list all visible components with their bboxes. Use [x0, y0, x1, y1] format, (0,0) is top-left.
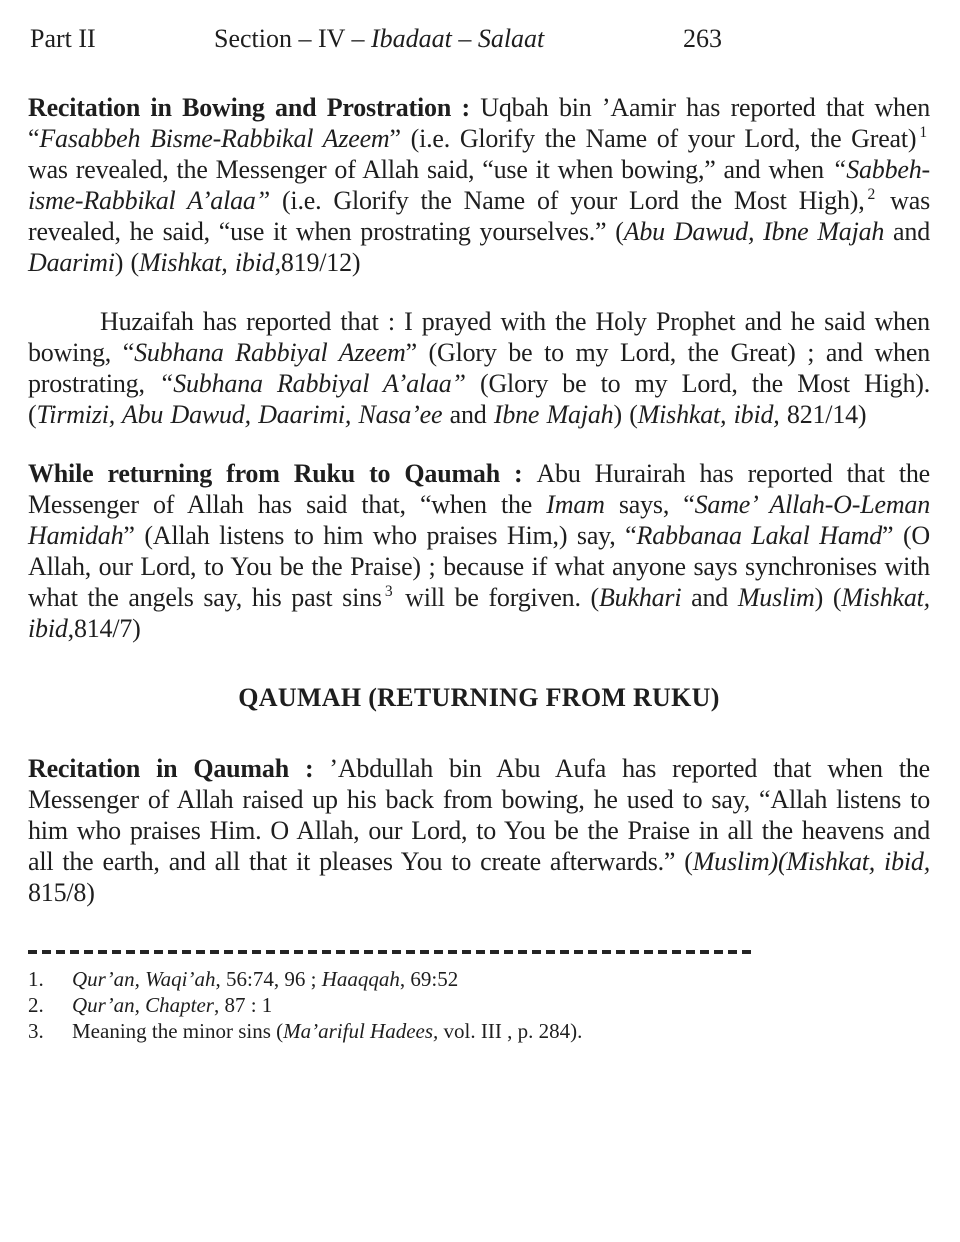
- footnotes-list: [28, 966, 930, 1044]
- footnote-text: Qur’an, Chapter, 87 : 1: [72, 993, 273, 1017]
- footnote-number: 2.: [28, 993, 44, 1017]
- paragraph-recitation-in-qaumah: Recitation in Qaumah : ’Abdullah bin Abu Aufa has reported that when the Messenger of Allah raised up his back from bowing, he used to say, “Allah listens to him who praises Him. O Allah, our Lord, to You be the Praise in all the heavens and all the earth, and all that it pleases You to create afterwards.” (Muslim)(Mishkat, ibid, 815/8): [28, 754, 930, 907]
- footnote-number: 3.: [28, 1019, 44, 1043]
- footnote-text: Qur’an, Waqi’ah, 56:74, 96 ; Haaqqah, 69:52: [72, 967, 459, 991]
- footnote-item: [28, 966, 930, 992]
- footnote-separator: [28, 950, 754, 954]
- paragraph-huzaifah-report: Huzaifah has reported that : I prayed with the Holy Prophet and he said when bowing, “Subhana Rabbiyal Azeem” (Glory be to my Lord, the Great) ; and when prostrating, “Subhana Rabbiyal A’alaa” (Glory be to my Lord, the Most High). (Tirmizi, Abu Dawud, Daarimi, Nasa’ee and Ibne Majah) (Mishkat, ibid, 821/14): [28, 307, 930, 429]
- header-part-label: Part II: [30, 24, 96, 53]
- paragraph-while-returning-from-ruku-to-qaumah: While returning from Ruku to Qaumah : Abu Hurairah has reported that the Messenger of Allah has said that, “when the Imam says, “Same’ Allah-O-Leman Hamidah” (Allah listens to him who praises Him,) say, “Rabbanaa Lakal Hamd” (O Allah, our Lord, to You be the Praise) ; because if what anyone says synchronises with what the angels say, his past sins $^3$ will be forgiven. (Bukhari and Muslim) (Mishkat, ibid,814/7): [28, 459, 930, 643]
- page-header: [28, 24, 930, 58]
- footnote-item: [28, 992, 930, 1018]
- footnote-text: Meaning the minor sins (Ma’ariful Hadees, vol. III , p. 284).: [72, 1019, 583, 1043]
- section-heading-qaumah: QAUMAH (RETURNING FROM RUKU): [238, 683, 720, 712]
- footnote-item: [28, 1018, 930, 1044]
- header-page-number: 263: [683, 24, 722, 53]
- paragraph-recitation-in-bowing-and-prostration: Recitation in Bowing and Prostration : Uqbah bin ’Aamir has reported that when “Fasabbeh Bisme-Rabbikal Azeem” (i.e. Glorify the Name of your Lord, the Great) $^1$ was revealed, the Messenger of Allah said, “use it when bowing,” and when “Sabbeh-isme-Rabbikal A’alaa” (i.e. Glorify the Name of your Lord the Most High), $^2$ was revealed, he said, “use it when prostrating yourselves.” (Abu Dawud, Ibne Majah and Daarimi) (Mishkat, ibid,819/12): [28, 93, 930, 277]
- footnote-number: 1.: [28, 967, 44, 991]
- header-section-title: Section – IV – Ibadaat – Salaat: [214, 24, 545, 53]
